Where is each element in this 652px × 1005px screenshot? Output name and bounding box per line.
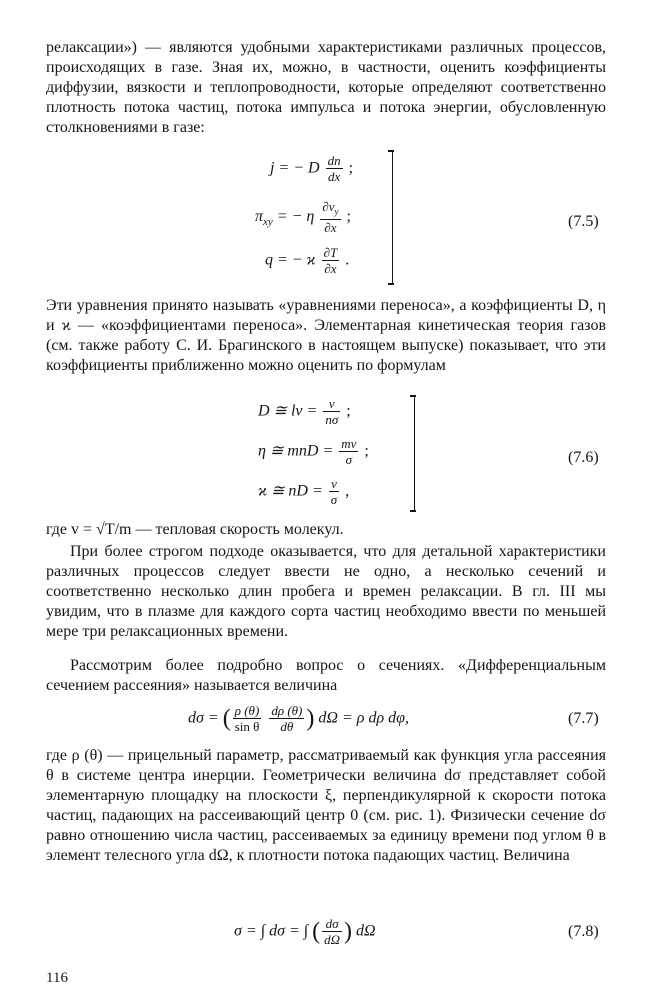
eq-7-8-body: σ = ∫ dσ = ∫ ( $\frac{d\sigma}{d\Omega}$ ) dΩ (234, 916, 376, 947)
equation-7-6 (0, 395, 652, 515)
page-number: 116 (46, 970, 68, 986)
eq-7-6-line-2: η ≅ mnD = $\frac{mv}{\sigma}$ ; (258, 436, 369, 467)
brace-7-6 (414, 395, 415, 511)
eq-7-5-line-1: j = − D $\frac{dn}{dx}$ ; (270, 153, 354, 184)
paragraph-differential: Рассмотрим более подробно вопрос о сечениях. «Дифференциальным сечением рассеяния» называется величина (46, 657, 606, 694)
equation-number: (7.6) (568, 449, 599, 466)
paragraph-transport: Эти уравнения принято называть «уравнениями переноса», а коэффициенты D, η и ϰ — «коэффициентами переноса». Элементарная кинетическая теория газов (см. также работу С. И. Брагинского в настоящем выпуске) показывает, что эти коэффициенты приближенно можно оценить по формулам (46, 297, 606, 374)
eq-7-7-body: dσ = ( $\frac{\rho (\theta)}{\text{sin θ}}$ $\frac{d\rho (\theta)}{d\theta}$ ) dΩ = ρ dρ dφ, (188, 703, 409, 734)
eq-7-6-line-1: D ≅ lv = $\frac{v}{n\sigma}$ ; (258, 396, 351, 427)
paragraph-intro: релаксации») — являются удобными характеристиками различных процессов, происходящих в газе. Зная их, можно, в частности, оценить коэффициенты диффузии, вязкости и теплопроводности, которые определяют соответственно плотность потока частиц, потока импульса и потока энергии, обусловленную столкновениями в газе: (46, 39, 606, 136)
equation-number: (7.5) (568, 213, 599, 230)
equation-number: (7.7) (568, 710, 599, 727)
brace-7-5 (392, 150, 393, 284)
eq-7-5-line-2: $\pi_{xy}$ = − η $\frac{\partial v_y}{\partial x}$ ; (255, 199, 351, 235)
paragraph-impact-parameter: где ρ (θ) — прицельный параметр, рассматриваемый как функция угла рассеяния θ в системе центра инерции. Геометрически величина dσ представляет собой элементарную площадку на плоскости ξ, перпендикулярной к скорости потока частиц, падающих на рассеивающий центр 0 (см. рис. 1). Физически сечение dσ равно отношению числа частиц, рассеиваемых за единицу времени под углом θ в элемент телесного угла dΩ, к плотности потока падающих частиц. Величина (46, 747, 606, 864)
eq-7-6-line-3: ϰ ≅ nD = $\frac{v}{\sigma}$ , (258, 476, 350, 507)
equation-number: (7.8) (568, 923, 599, 940)
equation-7-5 (0, 150, 652, 290)
paragraph-cross-sections: При более строгом подходе оказывается, что для детальной характеристики различных процессов следует ввести не одно, а несколько сечений и соответственно несколько длин пробега и времен релаксации. В гл. III мы увидим, что в плазме для каждого сорта частиц необходимо ввести по меньшей мере три релаксационных времени. (46, 543, 606, 640)
paragraph-thermal-speed: где v = √T/m — тепловая скорость молекул. (46, 521, 344, 538)
equation-7-7 (0, 698, 652, 742)
equation-7-8 (0, 915, 652, 955)
eq-7-5-line-3: q = − ϰ $\frac{\partial T}{\partial x}$ . (265, 245, 350, 276)
